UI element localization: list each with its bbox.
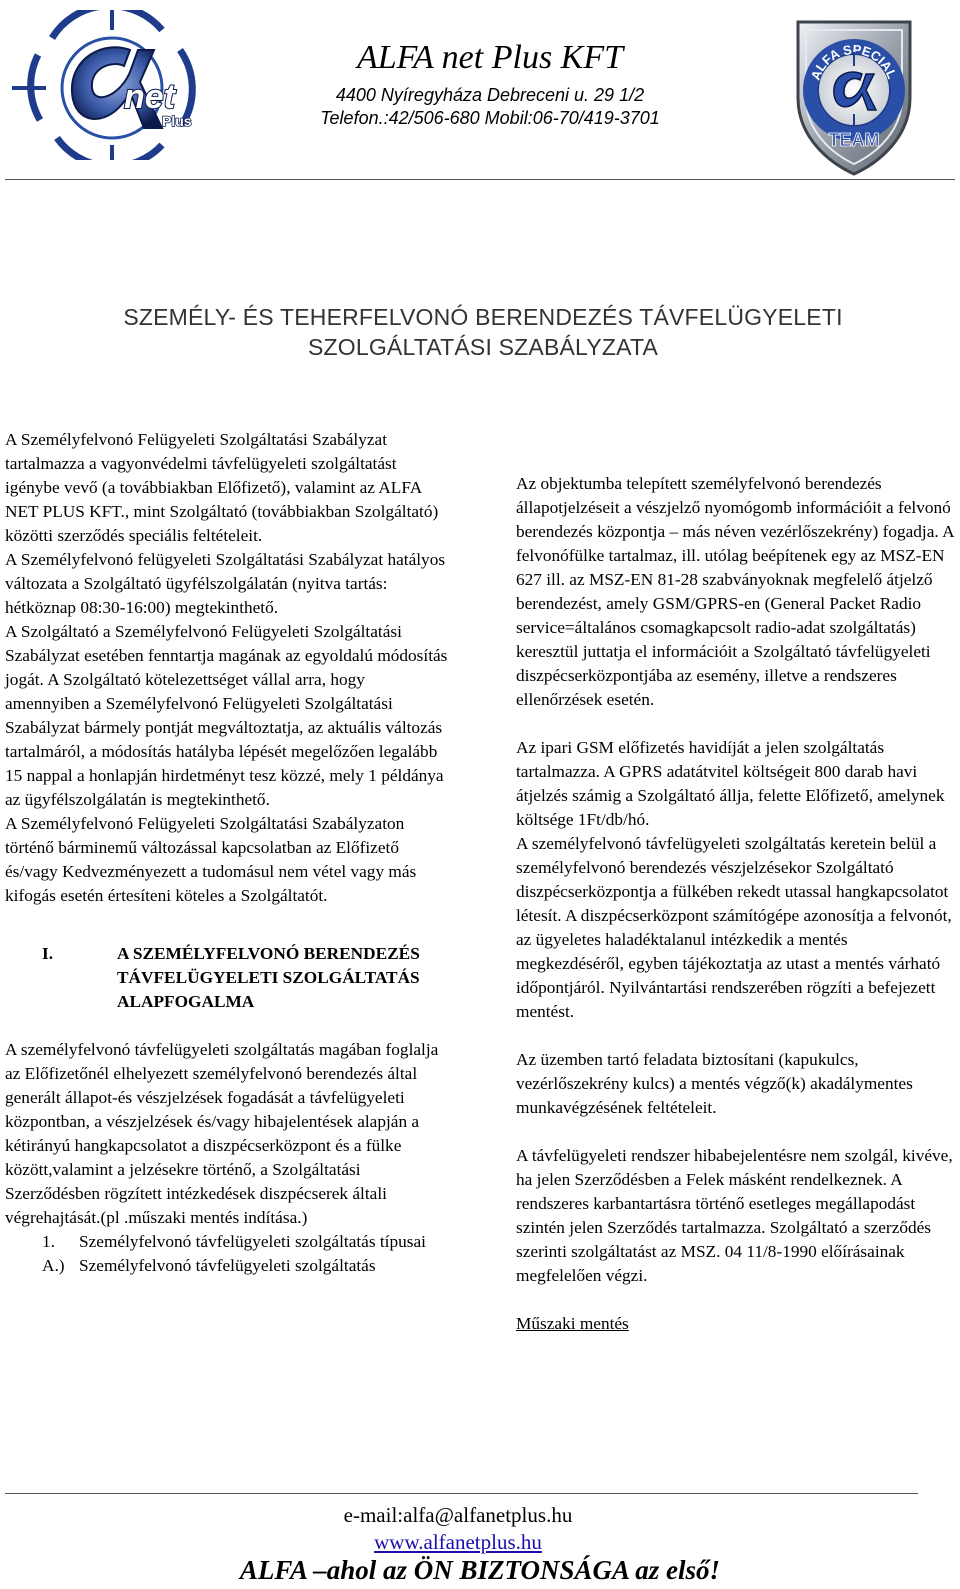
intro-paragraph-4: A Személyfelvonó Felügyeleti Szolgáltatási Szabályzaton történő bárminemű változással kapcsolatban az Előfizető és/vagy Kedvezményezett a tudomásul nem vétel vagy más kifogás esetén értesíteni köteles a Szolgáltatót.	[5, 814, 417, 905]
intro-paragraph-1: A Személyfelvonó Felügyeleti Szolgáltatási Szabályzat tartalmazza a vagyonvédelmi távfelügyeleti szolgáltatást igénybe vevő (a továbbiakban Előfizető), valamint az ALFA NET PLUS KFT., mint Szolgáltató (továbbiakban Szolgáltató) közötti szerződés speciális feltételeit.	[5, 430, 439, 545]
intro-paragraph-3: A Szolgáltató a Személyfelvonó Felügyeleti Szolgáltatási Szabályzat esetében fenntartja magának az egyoldalú módosítás jogát. A Szolgáltató kötelezettséget vállal arra, hogy amennyiben a Személyfelvonó Felügyeleti Szolgáltatási Szabályzat bármely pontját megváltoztatja, az aktuális változás tartalmáról, a módosítás hatályba lépését megelőzően legalább 15 nappal a honlapján hirdetményt tesz közzé, mely 1 példánya az ügyfélszolgálatán is megtekinthető.	[5, 622, 448, 809]
badge-team-text: TEAM	[828, 130, 880, 150]
list-item	[5, 1230, 450, 1254]
document-title-line-2: SZOLGÁLTATÁSI SZABÁLYZATA	[307, 334, 659, 360]
footer-email: e-mail:alfa@alfanetplus.hu	[343, 1503, 573, 1527]
document-title	[60, 302, 906, 362]
section-number: I.	[42, 944, 54, 963]
left-column	[5, 428, 450, 1278]
right-paragraph-1: Az objektumba telepített személyfelvonó berendezés állapotjelzéseit a vészjelző nyomógomb információit a felvonó berendezés központja – más néven vezérlőszekrény) fogadja. A felvonófülke tartalmaz, ill. utólag beépítenek egy az MSZ-EN 627 ill. az MSZ-EN 81-28 szabványoknak megfelelő átjelző berendezést, amely GSM/GPRS-en (General Packet Radio service=általános csomagkapcsolt radio-adat szolgáltatás) keresztül juttatja el információit a Szolgáltató távfelügyeleti diszpécserközpontjába az esemény, illetve a rendszeres ellenőrzések esetén.	[516, 474, 954, 709]
footer-slogan: ALFA –ahol az ÖN BIZTONSÁGA az első!	[239, 1555, 721, 1585]
alfa-net-plus-logo	[12, 10, 228, 160]
list-marker-a: A.)	[42, 1256, 65, 1275]
list-text-1: Személyfelvonó távfelügyeleti szolgáltatás típusai	[79, 1232, 426, 1251]
document-title-line-1: SZEMÉLY- ÉS TEHERFELVONÓ BERENDEZÉS TÁVFELÜGYELETI	[123, 304, 843, 330]
company-name: ALFA net Plus KFT	[356, 39, 624, 76]
intro-paragraph-2: A Személyfelvonó felügyeleti Szolgáltatási Szabályzat hatályos változata a Szolgáltató ügyfélszolgálatán (nyitva tartás: hétköznap 08:30-16:00) megtekinthető.	[5, 550, 446, 617]
right-paragraph-4: Az üzemben tartó feladata biztosítani (kapukulcs, vezérlőszekrény kulcs) a mentés végző(k) akadálymentes munkavégzésének feltételeit.	[516, 1050, 913, 1117]
badge-ring-text: ALFA SPECIAL	[807, 41, 900, 83]
alfa-special-team-badge	[788, 8, 920, 178]
section-title: A SZEMÉLYFELVONÓ BERENDEZÉS TÁVFELÜGYELETI SZOLGÁLTATÁS ALAPFOGALMA	[117, 944, 420, 1011]
header-divider	[5, 179, 955, 180]
logo-plus-text: Plus	[162, 113, 192, 129]
logo-net-text: net	[124, 78, 175, 116]
subheading-muszaki-mentes: Műszaki mentés	[516, 1314, 629, 1333]
footer-divider	[5, 1493, 918, 1494]
company-phone: Telefon.:42/506-680 Mobil:06-70/419-3701	[320, 108, 660, 128]
footer-website-link[interactable]: www.alfanetplus.hu	[374, 1530, 542, 1554]
list-text-a: Személyfelvonó távfelügyeleti szolgáltatás	[79, 1256, 376, 1275]
section-body: A személyfelvonó távfelügyeleti szolgáltatás magában foglalja az Előfizetőnél elhelyezett személyfelvonó berendezés által generált állapot-és vészjelzések fogadását a távfelügyeleti központban, a vészjelzések és/vagy hibajelentések alapján a kétirányú hangkapcsolatot a diszpécserközpont és a fülke között,valamint a jelzésekre történő, a Szolgáltatási Szerződésben rögzített intézkedések diszpécserek általi végrehajtását.(pl .műszaki mentés indítása.)	[5, 1040, 439, 1227]
right-paragraph-3: A személyfelvonó távfelügyeleti szolgáltatás keretein belül a személyfelvonó berendezés vészjelzésekor Szolgáltató diszpécserközpontja a fülkében rekedt utassal hangkapcsolatot létesít. A diszpécserközpont számítógépe azonosítja a felvonót, az ügyeletes haladéktalanul intézkedik a mentés megkezdéséről, egyben tájékoztatja az utast a mentés várható időpontjáról. Nyilvántartási rendszerében rögzíti a befejezett mentést.	[516, 834, 952, 1021]
right-paragraph-2: Az ipari GSM előfizetés havidíját a jelen szolgáltatás tartalmazza. A GPRS adatátvitel költségeit 800 darab havi átjelzés számig a Szolgáltató állja, felette Előfizető, amelynek költsége 1Ft/db/hó.	[516, 738, 945, 829]
section-heading	[42, 942, 450, 1014]
right-column	[516, 472, 956, 1336]
right-paragraph-5: A távfelügyeleti rendszer hibabejelentésre nem szolgál, kivéve, ha jelen Szerződésben a Felek másként rendelkeznek. A rendszeres karbantartásra történő esetleges megállapodást szintén jelen Szerződés tartalmazza. Szolgáltató a szerződés szerinti szolgáltatást az MSZ. 04 11/8-1990 előírásainak megfelelően végzi.	[516, 1146, 953, 1285]
company-address: 4400 Nyíregyháza Debreceni u. 29 1/2	[335, 85, 645, 105]
list-item	[5, 1254, 450, 1278]
list-marker-1: 1.	[42, 1232, 55, 1251]
